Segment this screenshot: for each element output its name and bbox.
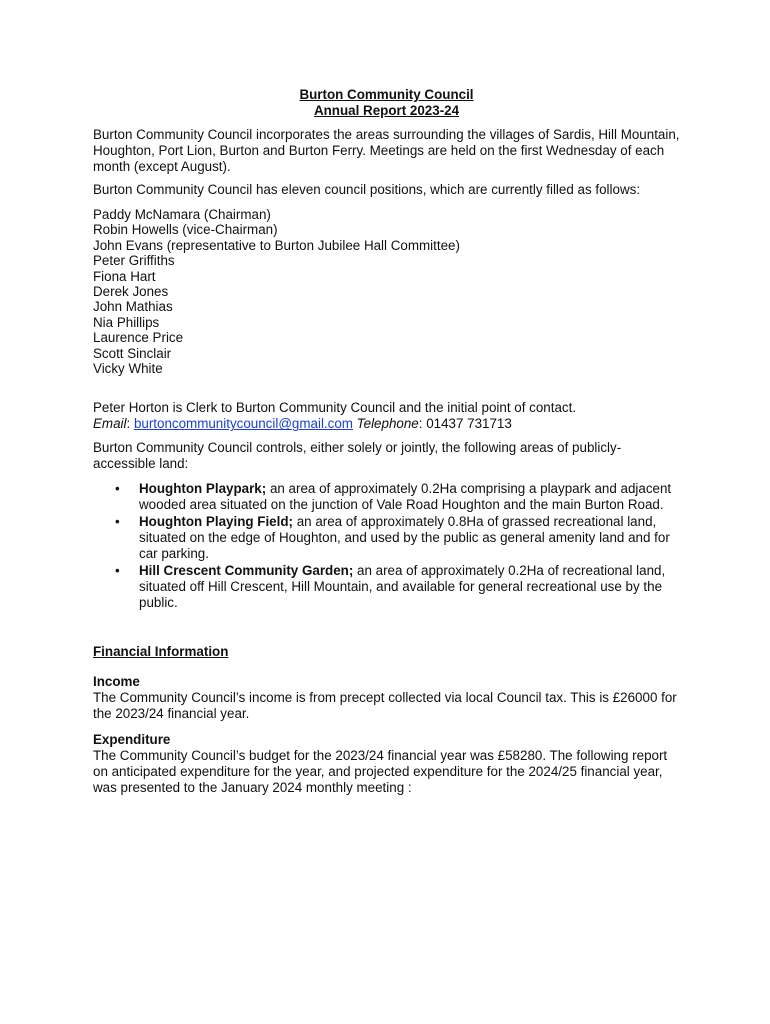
land-item-desc: an area of approximately 0.8Ha of grassed recreational land, situated on the edge of Houghton, and used by the public as general amenity land and for car parking. xyxy=(139,514,670,562)
contact-line: Email: burtoncommunitycouncil@gmail.com Telephone: 01437 731713 xyxy=(93,416,512,432)
member-item: Paddy McNamara (Chairman) xyxy=(93,207,271,222)
member-item: Fiona Hart xyxy=(93,268,156,284)
land-item-desc: an area of approximately 0.2Ha of recreational land, situated off Hill Crescent, Hill Mountain, and available for general recreational use by the public. xyxy=(139,563,666,611)
bullet-icon: • xyxy=(115,481,120,497)
member-item: John Mathias xyxy=(93,299,173,315)
land-list xyxy=(93,481,680,611)
financial-heading: Financial Information xyxy=(93,644,229,660)
bullet-icon: • xyxy=(115,514,120,530)
land-item-name: Hill Crescent Community Garden; xyxy=(139,563,354,579)
land-item xyxy=(93,481,680,513)
intro-paragraph: Burton Community Council incorporates the areas surrounding the villages of Sardis, Hill Mountain, Houghton, Port Lion, Burton and Burton Ferry. Meetings are held on the first Wednesday of each month (except August). xyxy=(93,127,680,174)
expenditure-paragraph: The Community Council’s budget for the 2023/24 financial year was £58280. The following report on anticipated expenditure for the year, and projected expenditure for the 2024/25 financial year, was presented to the January 2024 monthly meeting : xyxy=(93,748,668,796)
income-heading: Income xyxy=(93,674,140,690)
member-item: Peter Griffiths xyxy=(93,253,175,269)
email-link[interactable]: burtoncommunitycouncil@gmail.com xyxy=(133,416,353,432)
land-item xyxy=(93,563,680,611)
member-item: Scott Sinclair xyxy=(93,345,172,361)
telephone-number: 01437 731713 xyxy=(426,416,512,432)
income-paragraph: The Community Council’s income is from precept collected via local Council tax. This is £26000 for the 2023/24 financial year. xyxy=(93,690,677,722)
expenditure-heading: Expenditure xyxy=(93,732,171,748)
telephone-label: Telephone xyxy=(356,416,419,432)
document-subtitle: Annual Report 2023-24 xyxy=(313,103,460,118)
member-item: Robin Howells (vice-Chairman) xyxy=(93,222,278,238)
bullet-icon: • xyxy=(115,563,120,579)
land-item-name: Houghton Playpark; xyxy=(139,481,267,497)
member-list xyxy=(93,207,680,376)
land-item-name: Houghton Playing Field; xyxy=(139,514,293,530)
member-item: Laurence Price xyxy=(93,330,184,346)
land-intro-paragraph: Burton Community Council controls, either solely or jointly, the following areas of publicly-accessible land: xyxy=(93,440,622,472)
email-label: Email xyxy=(93,416,127,432)
contact-block xyxy=(93,400,680,432)
clerk-paragraph: Peter Horton is Clerk to Burton Community Council and the initial point of contact. xyxy=(93,400,577,416)
positions-paragraph: Burton Community Council has eleven council positions, which are currently filled as follows: xyxy=(93,182,641,197)
member-item: John Evans (representative to Burton Jubilee Hall Committee) xyxy=(93,237,460,253)
member-item: Nia Phillips xyxy=(93,314,160,330)
land-item-desc: an area of approximately 0.2Ha comprising a playpark and adjacent wooded area situated on the junction of Vale Road Houghton and the main Burton Road. xyxy=(139,481,672,513)
document-title: Burton Community Council xyxy=(299,87,474,102)
member-item: Derek Jones xyxy=(93,284,169,300)
land-item xyxy=(93,514,680,562)
member-item: Vicky White xyxy=(93,361,163,377)
